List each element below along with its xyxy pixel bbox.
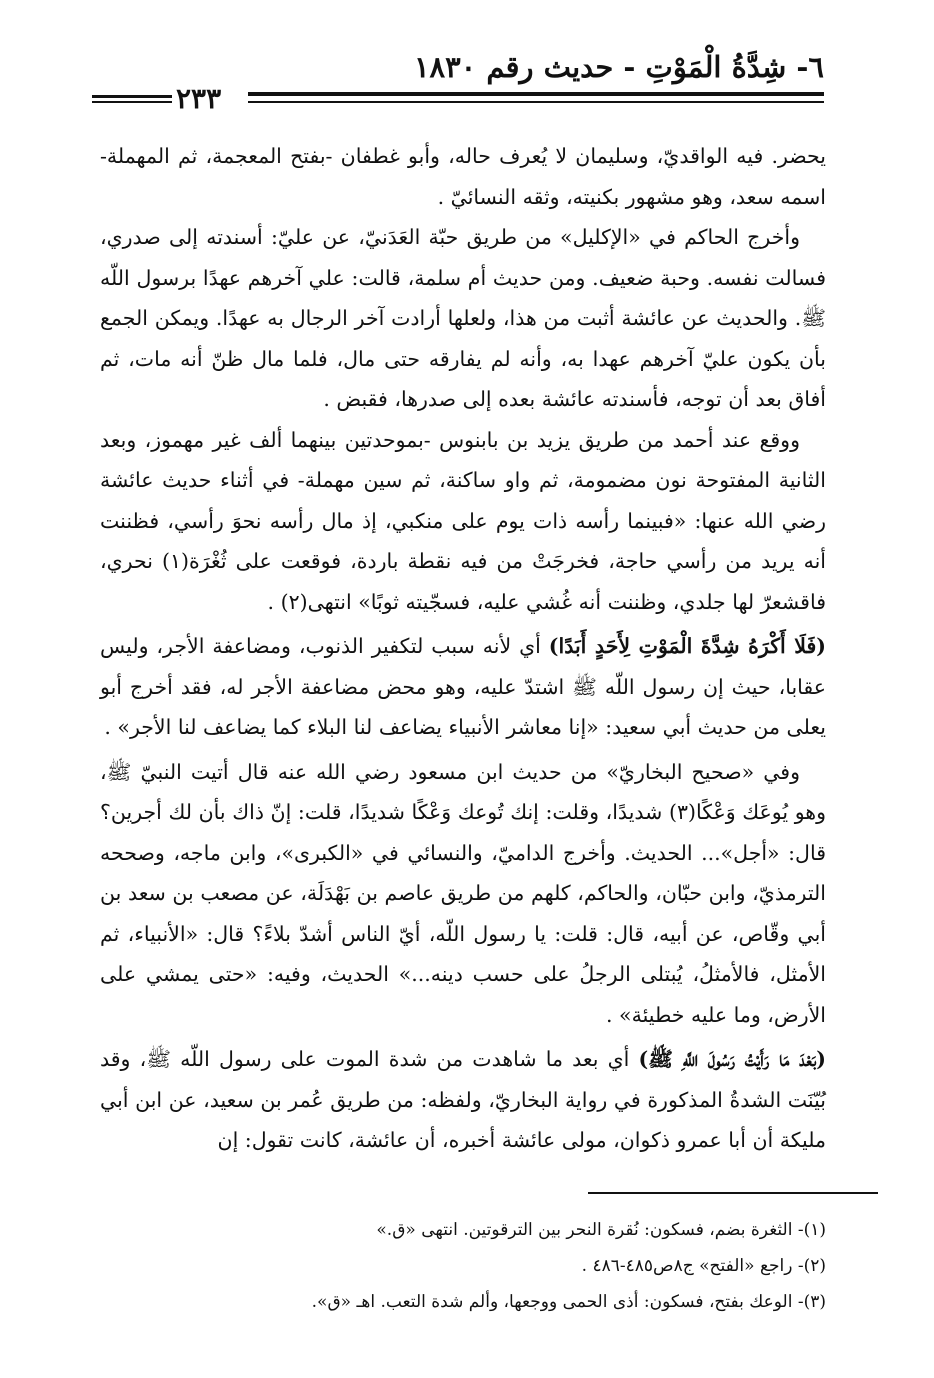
header-rule-bottom [248, 101, 824, 103]
paragraph-4 [100, 626, 826, 748]
paragraph-2: وأخرج الحاكم في «الإكليل» من طريق حبّة العَدَنيّ، عن عليّ: أسندته إلى صدري، فسالت نفسه. وحبة ضعيف. ومن حديث أم سلمة، قالت: علي آخرهم عهدًا برسول اللّه ﷺ. والحديث عن عائشة أثبت من هذا، ولعلها أرادت آخر الرجال به عهدًا. ويمكن الجمع بأن يكون عليّ آخرهم عهدا به، وأنه لم يفارقه حتى مال، فلما مال ظنّ أنه مات، ثم أفاق بعد أن توجه، فأسندته عائشة بعده إلى صدرها، فقبض . [100, 225, 826, 411]
main-text [100, 136, 826, 1161]
footnote-3: (٣)- الوعك بفتح، فسكون: أذى الحمى ووجعها، وألم شدة التعب. اهـ «ق». [311, 1292, 826, 1312]
paragraph-6 [100, 1039, 826, 1161]
matn-quote-2: (بَعْدَ مَا رَأَيْتُ رَسُولَ اللَّهِ ﷺ) [638, 1047, 826, 1071]
header-rule-top [248, 92, 824, 96]
matn-quote-1: (فَلَا أَكْرَهُ شِدَّةَ الْمَوْتِ لِأَحَدٍ أَبَدًا) [548, 634, 826, 658]
running-header-title: ٦- شِدَّةُ الْمَوْتِ - حديث رقم ١٨٣٠ [413, 50, 824, 84]
footnote-2: (٢)- راجع «الفتح» ج٨ص٤٨٥-٤٨٦ . [581, 1256, 826, 1276]
header-rule-left-bottom [92, 101, 172, 103]
paragraph-4-text: أي لأنه سبب لتكفير الذنوب، ومضاعفة الأجر، وليس عقابا، حيث إن رسول اللّه ﷺ اشتدّ عليه، وهو محض مضاعفة الأجر له، فقد أخرج أبو يعلى من حديث أبي سعيد: «إنا معاشر الأنبياء يضاعف لنا البلاء كما يضاعف لنا الأجر» . [100, 634, 826, 739]
paragraph-6-text: أي بعد ما شاهدت من شدة الموت على رسول اللّه ﷺ، وقد بُيّنَت الشدةُ المذكورة في رواية البخاريّ، ولفظه: من طريق عُمر بن سعيد، عن ابن أبي مليكة أن أبا عمرو ذكوان، مولى عائشة أخبره، أن عائشة، كانت تقول: إن [100, 1047, 826, 1152]
page-number: ٢٣٣ [176, 82, 222, 115]
paragraph-3: ووقع عند أحمد من طريق يزيد بن بابنوس -بموحدتين بينهما ألف غير مهموز، وبعد الثانية المفتوحة نون مضمومة، ثم واو ساكنة، ثم سين مهملة- في أثناء حديث عائشة رضي الله عنها: «فبينما رأسه ذات يوم على منكبي، إذ مال رأسه نحوَ رأسي، فظننت أنه يريد من رأسي حاجة، فخرجَتْ من فيه نقطة باردة، فوقعت على ثُغْرَة(١) نحري، فاقشعرّ لها جلدي، وظننت أنه غُشي عليه، فسجّيته ثوبًا» انتهى(٢) . [100, 427, 826, 614]
footnote-separator [588, 1192, 878, 1194]
paragraph-1: يحضر. فيه الواقديّ، وسليمان لا يُعرف حاله، وأبو غطفان -بفتح المعجمة، ثم المهملة- اسمه سعد، وهو مشهور بكنيته، وثقه النسائيّ . [100, 144, 826, 209]
footnote-1: (١)- الثغرة بضم، فسكون: نُقرة النحر بين الترقوتين. انتهى «ق.» [376, 1220, 826, 1240]
paragraph-5: وفي «صحيح البخاريّ» من حديث ابن مسعود رضي الله عنه قال أتيت النبيّ ﷺ، وهو يُوعَك وَعْكًا(٣) شديدًا، وقلت: إنك تُوعك وَعْكًا شديدًا، قلت: إنّ ذاك بأن لك أجرين؟ قال: «أجل»... الحديث. وأخرج الداميّ، والنسائي في «الكبرى»، وابن ماجه، وصححه الترمذيّ، وابن حبّان، والحاكم، كلهم من طريق عاصم بن بَهْدَلَة، عن مصعب بن سعد بن أبي وقّاص، عن أبيه، قال: قلت: يا رسول اللّه، أيّ الناس أشدّ بلاءً؟ قال: «الأنبياء، ثم الأمثل، فالأمثلُ، يُبتلى الرجلُ على حسب دينه...» الحديث، وفيه: «حتى يمشي على الأرض، وما عليه خطيئة» . [100, 759, 826, 1027]
footnotes [100, 1212, 826, 1320]
header-rule-left-top [92, 95, 172, 98]
